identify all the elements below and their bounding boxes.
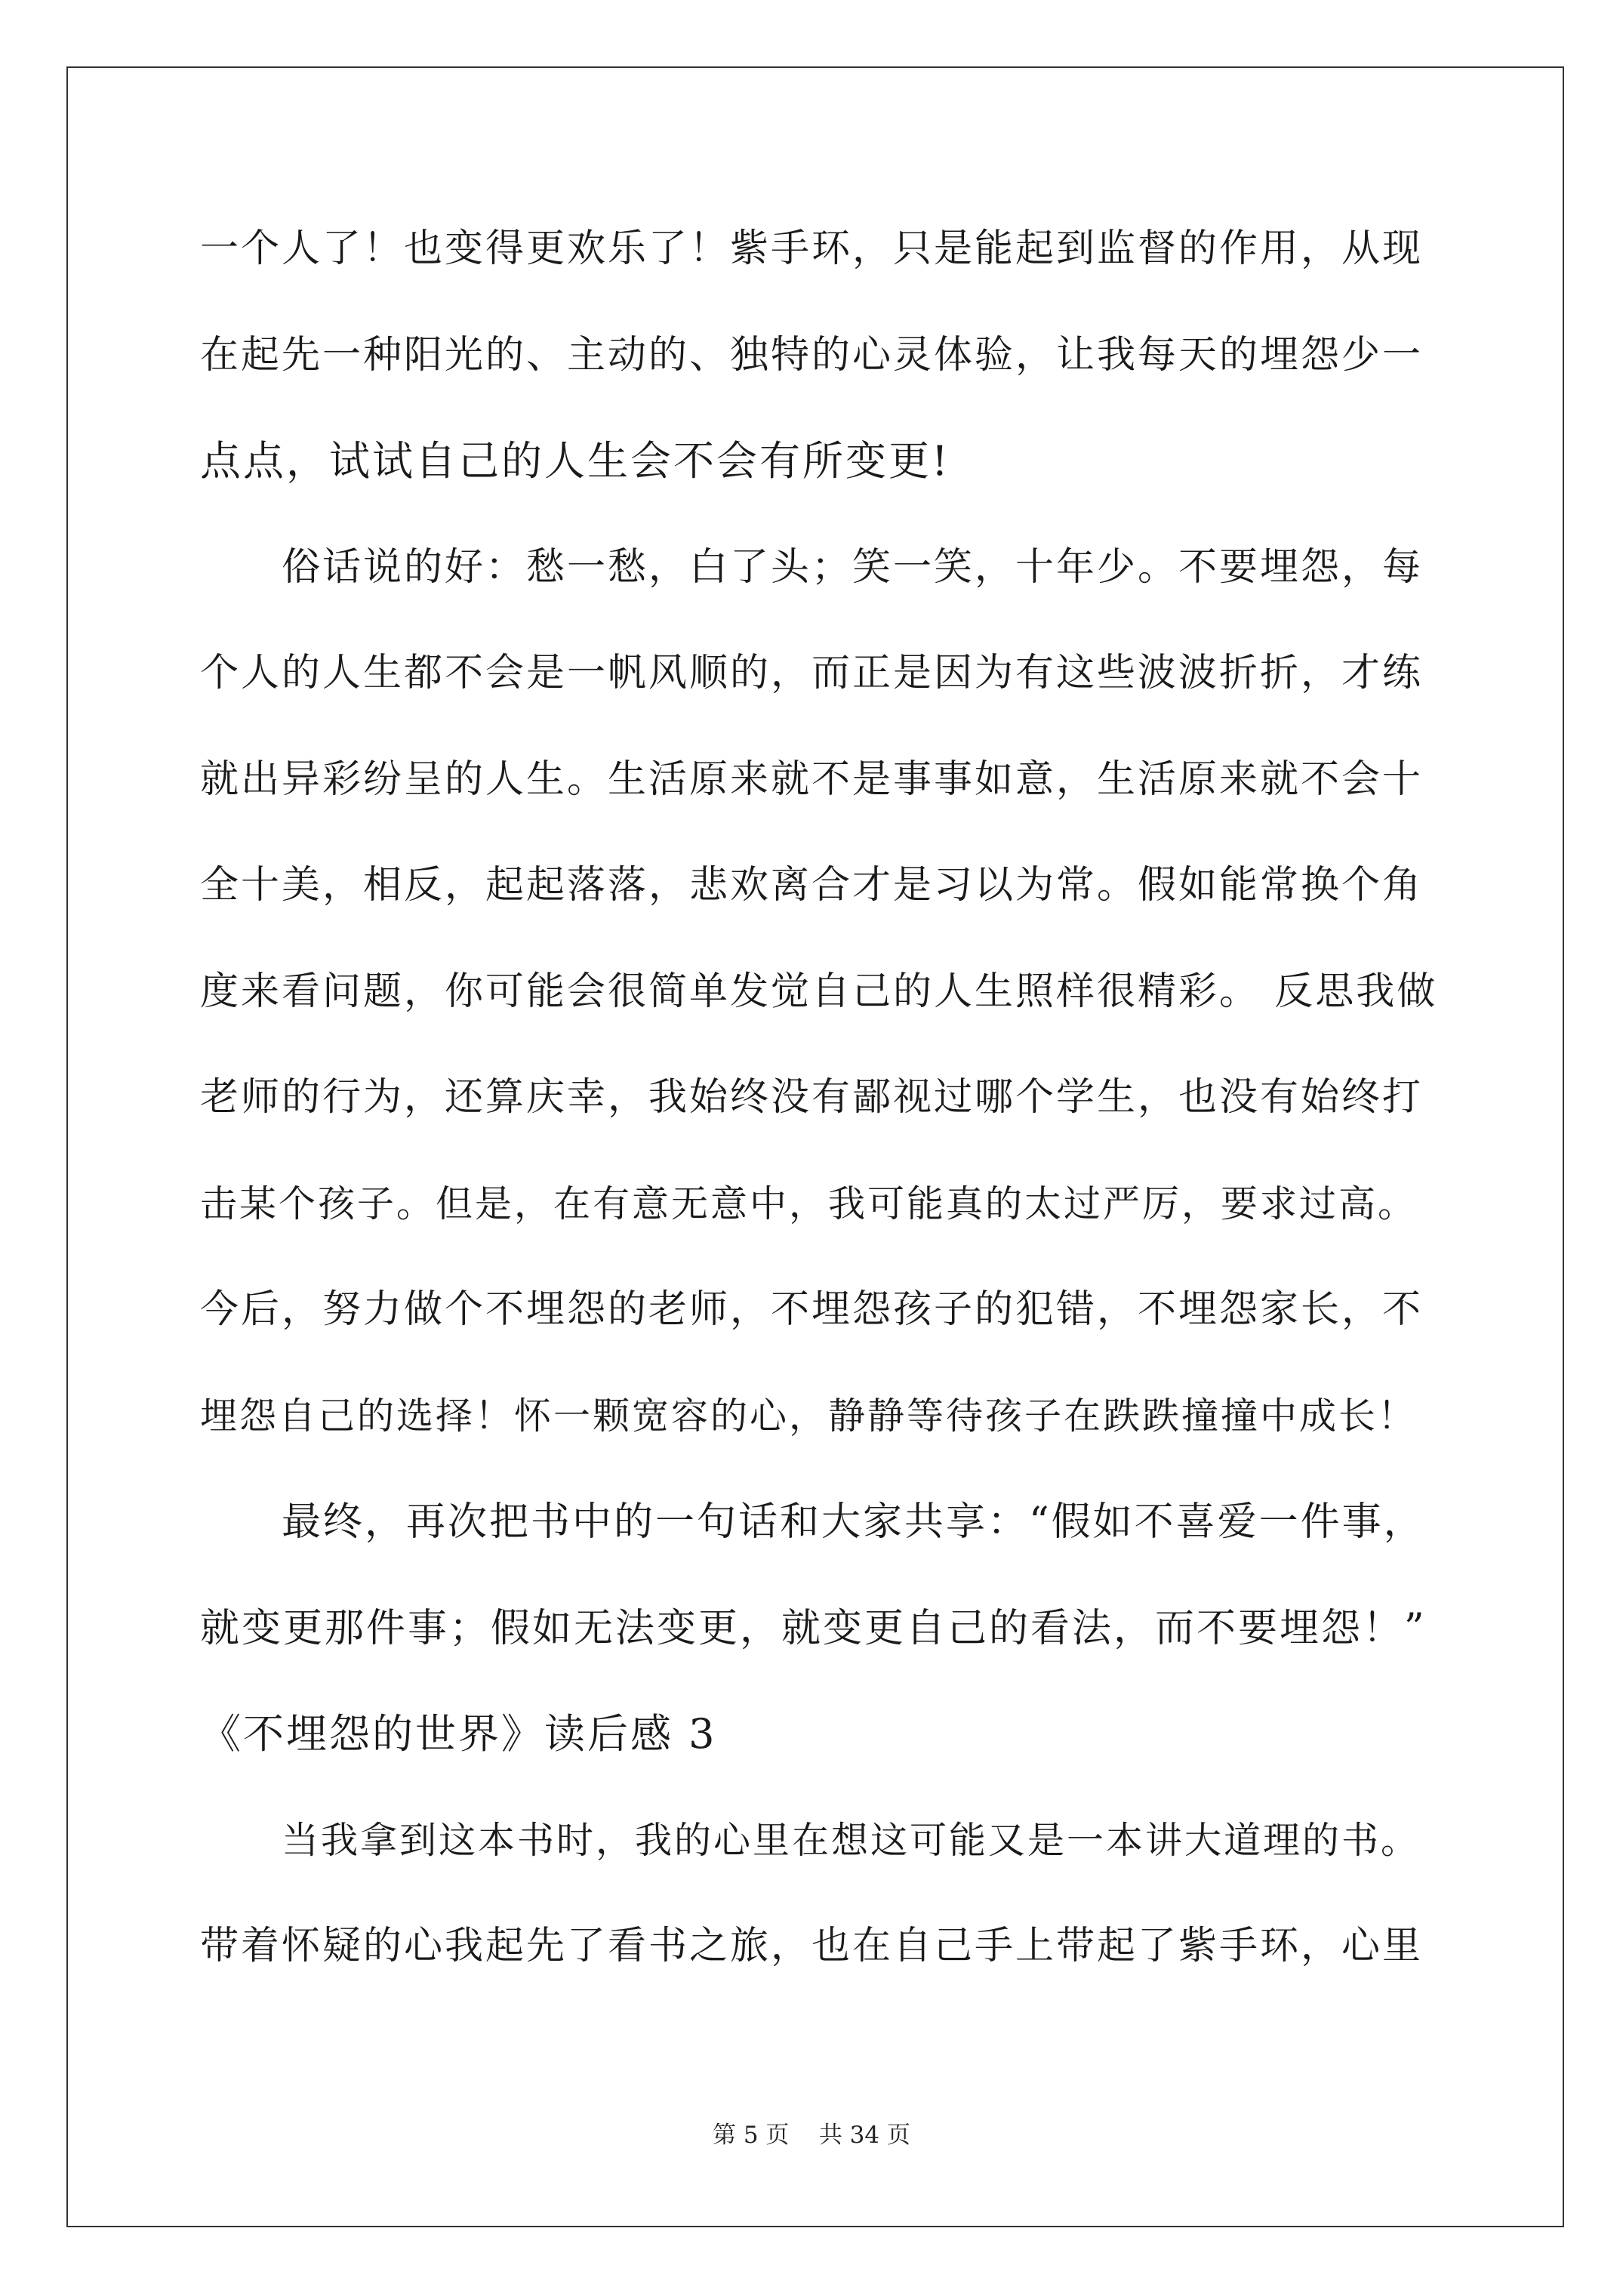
text-line: 就出异彩纷呈的人生。生活原来就不是事事如意，生活原来就不会十: [200, 757, 1424, 802]
text-line: 埋怨自己的选择！怀一颗宽容的心，静静等待孩子在跌跌撞撞中成长！: [200, 1394, 1418, 1438]
text-line: 今后，努力做个不埋怨的老师，不埋怨孩子的犯错，不埋怨家长，不: [200, 1287, 1424, 1332]
text-line: 个人的人生都不会是一帆风顺的，而正是因为有这些波波折折，才练: [200, 651, 1424, 695]
text-line: 度来看问题，你可能会很简单发觉自己的人生照样很精彩。 反思我做: [200, 969, 1438, 1014]
text-line: 俗话说的好：愁一愁，白了头；笑一笑，十年少。不要埋怨，每: [282, 544, 1424, 590]
text-line: 最终，再次把书中的一句话和大家共享：“假如不喜爱一件事，: [282, 1499, 1425, 1545]
text-line: 击某个孩子。但是，在有意无意中，我可能真的太过严厉，要求过高。: [200, 1182, 1418, 1225]
text-line: 当我拿到这本书时，我的心里在想这可能又是一本讲大道理的书。: [282, 1818, 1421, 1862]
text-line: 就变更那件事；假如无法变更，就变更自己的看法，而不要埋怨！”: [200, 1605, 1427, 1651]
text-line: 全十美，相反，起起落落，悲欢离合才是习以为常。假如能常换个角: [200, 863, 1424, 908]
text-line: 在起先一种阳光的、主动的、独特的心灵体验，让我每天的埋怨少一: [200, 332, 1424, 378]
page-number-footer: 第 5 页 共 34 页: [712, 2122, 910, 2149]
text-line: 带着怀疑的心我起先了看书之旅，也在自己手上带起了紫手环，心里: [200, 1924, 1424, 1968]
text-line: 老师的行为，还算庆幸，我始终没有鄙视过哪个学生，也没有始终打: [200, 1075, 1424, 1120]
text-line: 点点，试试自己的人生会不会有所变更!: [200, 437, 950, 485]
text-line: 一个人了！也变得更欢乐了！紫手环，只是能起到监督的作用，从现: [200, 227, 1424, 271]
page-border: [66, 66, 1564, 2227]
text-line: 《不埋怨的世界》读后感 3: [200, 1710, 717, 1758]
